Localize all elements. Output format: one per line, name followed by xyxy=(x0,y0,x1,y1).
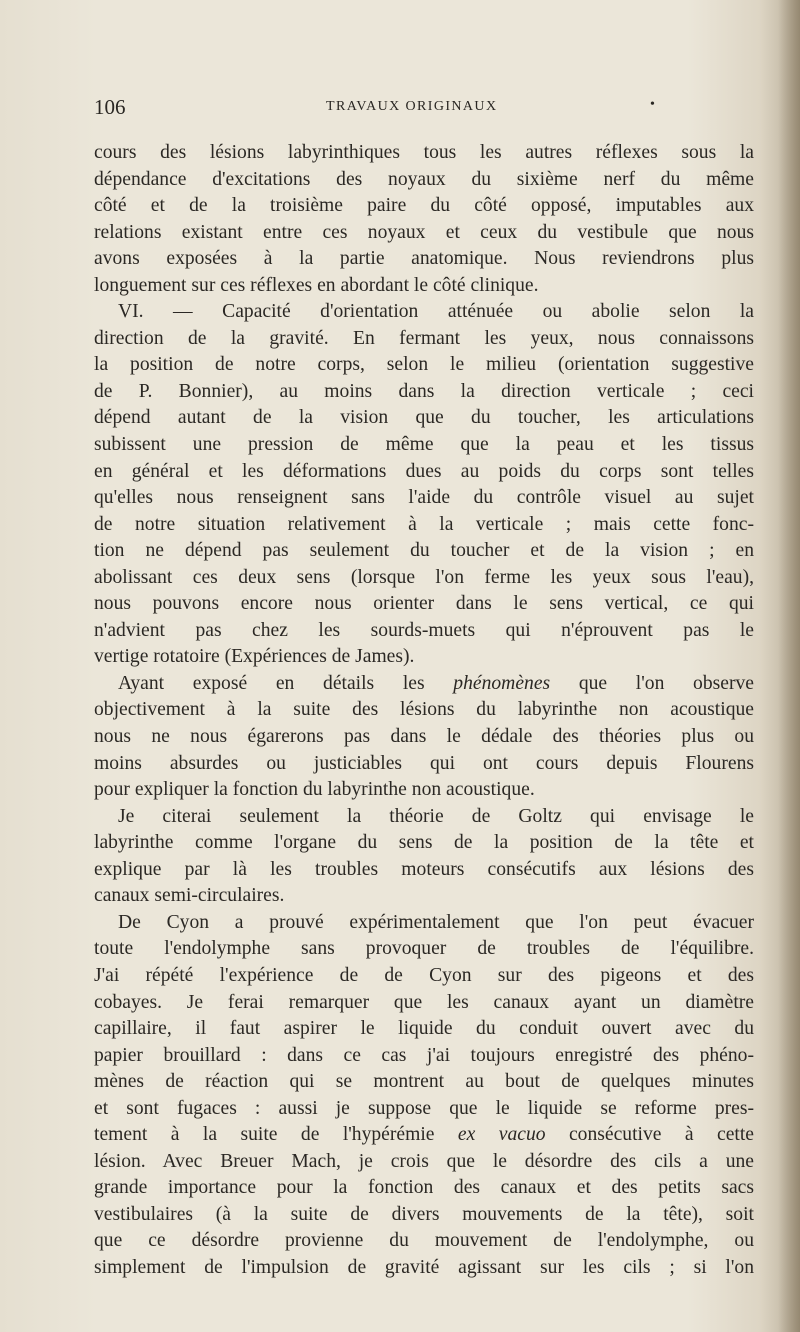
text-line: papier brouillard : dans ce cas j'ai toujours enregistré des phéno- xyxy=(94,1044,754,1066)
text-line: vertige rotatoire (Expériences de James). xyxy=(94,646,415,668)
text-line: que ce désordre provienne du mouvement de l'endolymphe, ou xyxy=(94,1230,754,1252)
text-line: J'ai répété l'expérience de de Cyon sur des pigeons et des xyxy=(94,964,754,986)
text-line: en général et les déformations dues au poids du corps sont telles xyxy=(94,460,754,482)
text-segment: Ayant exposé en détails les xyxy=(118,672,454,694)
text-line: grande importance pour la fonction des canaux et des petits sacs xyxy=(94,1177,754,1199)
text-line: vestibulaires (à la suite de divers mouvements de la tête), soit xyxy=(94,1203,754,1225)
page-edge-shadow xyxy=(778,0,800,1332)
text-line: pour expliquer la fonction du labyrinthe non acoustique. xyxy=(94,779,535,801)
header-mark: • xyxy=(650,97,655,112)
text-line: VI. — Capacité d'orientation atténuée ou abolie selon la xyxy=(118,301,754,323)
text-line: nous ne nous égarerons pas dans le dédale des théories plus ou xyxy=(94,726,754,748)
text-line: relations existant entre ces noyaux et ceux du vestibule que nous xyxy=(94,221,754,243)
text-line: tion ne dépend pas seulement du toucher et de la vision ; en xyxy=(94,540,754,562)
text-line: labyrinthe comme l'organe du sens de la position de la tête et xyxy=(94,832,754,854)
text-line: abolissant ces deux sens (lorsque l'on ferme les yeux sous l'eau), xyxy=(94,566,754,588)
text-segment: consécutive à cette xyxy=(545,1124,754,1146)
text-line: Je citerai seulement la théorie de Goltz qui envisage le xyxy=(118,805,754,827)
text-line: et sont fugaces : aussi je suppose que le liquide se reforme pres- xyxy=(94,1097,754,1119)
page-number: 106 xyxy=(94,95,126,119)
running-title: TRAVAUX ORIGINAUX xyxy=(326,99,498,114)
text-line xyxy=(94,1122,754,1149)
text-line: capillaire, il faut aspirer le liquide du conduit ouvert avec du xyxy=(94,1018,754,1040)
text-line: dépendance d'excitations des noyaux du sixième nerf du même xyxy=(94,168,754,190)
page-header xyxy=(94,95,754,127)
text-line: cobayes. Je ferai remarquer que les canaux ayant un diamètre xyxy=(94,991,754,1013)
text-line: cours des lésions labyrinthiques tous les autres réflexes sous la xyxy=(94,142,754,163)
italic-term: ex vacuo xyxy=(457,1124,546,1146)
text-line: de P. Bonnier), au moins dans la direction verticale ; ceci xyxy=(94,380,754,402)
text-segment: tement à la suite de l'hypérémie xyxy=(94,1124,458,1146)
text-line: simplement de l'impulsion de gravité agissant sur les cils ; si l'on xyxy=(94,1256,754,1278)
text-line xyxy=(94,671,754,698)
text-line: explique par là les troubles moteurs consécutifs aux lésions des xyxy=(94,858,754,880)
text-line: lésion. Avec Breuer Mach, je crois que le désordre des cils a une xyxy=(94,1150,754,1172)
text-line: longuement sur ces réflexes en abordant le côté clinique. xyxy=(94,274,539,296)
text-line: mènes de réaction qui se montrent au bout de quelques minutes xyxy=(94,1071,754,1093)
text-line: côté et de la troisième paire du côté opposé, imputables aux xyxy=(94,195,754,217)
text-line: moins absurdes ou justiciables qui ont cours depuis Flourens xyxy=(94,752,754,774)
text-line: subissent une pression de même que la peau et les tissus xyxy=(94,434,754,456)
text-line: De Cyon a prouvé expérimentalement que l'on peut évacuer xyxy=(118,911,754,933)
text-line: toute l'endolymphe sans provoquer de troubles de l'équilibre. xyxy=(94,938,754,960)
italic-term: phénomènes xyxy=(453,672,551,694)
text-segment: que l'on observe xyxy=(550,672,754,694)
text-line: canaux semi-circulaires. xyxy=(94,885,285,907)
text-line: objectivement à la suite des lésions du labyrinthe non acoustique xyxy=(94,699,754,721)
text-line: direction de la gravité. En fermant les yeux, nous connaissons xyxy=(94,327,754,349)
body-text xyxy=(94,140,754,1282)
text-line: de notre situation relativement à la verticale ; mais cette fonc- xyxy=(94,513,754,535)
text-line: n'advient pas chez les sourds-muets qui n'éprouvent pas le xyxy=(94,619,754,641)
text-line: la position de notre corps, selon le milieu (orientation suggestive xyxy=(94,354,754,376)
text-line: avons exposées à la partie anatomique. Nous reviendrons plus xyxy=(94,248,754,270)
text-line: dépend autant de la vision que du toucher, les articulations xyxy=(94,407,754,429)
text-line: qu'elles nous renseignent sans l'aide du contrôle visuel au sujet xyxy=(94,487,754,509)
text-line: nous pouvons encore nous orienter dans le sens vertical, ce qui xyxy=(94,593,754,615)
